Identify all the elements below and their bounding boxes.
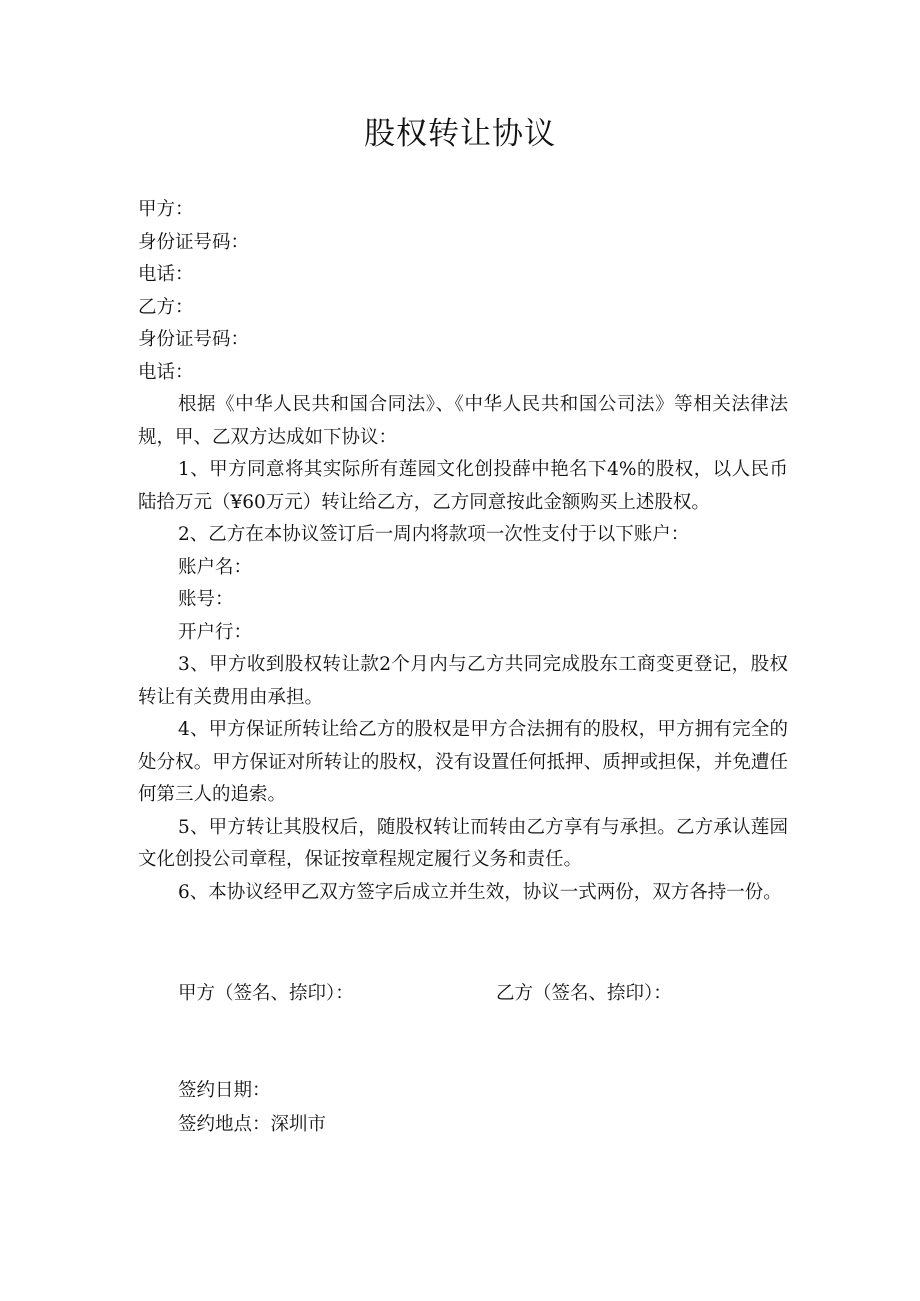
intro-paragraph: 根据《中华人民共和国合同法》、《中华人民共和国公司法》等相关法律法规，甲、乙双方达成如下协议： [138, 394, 788, 448]
party-a-signature-label: 甲方（签名、捺印）： [178, 983, 354, 1004]
party-a-phone-field: 电话： [138, 264, 194, 285]
account-number-field: 账号： [178, 589, 234, 610]
party-a-id-field: 身份证号码： [138, 231, 250, 253]
sign-place-label: 签约地点：深圳市 [178, 1114, 327, 1135]
document-body [138, 194, 788, 909]
party-b-signature-label: 乙方（签名、捺印）： [496, 983, 672, 1004]
sign-date-label: 签约日期： [178, 1080, 271, 1101]
party-b-id-field: 身份证号码： [138, 329, 250, 350]
clause-4: 4、甲方保证所转让给乙方的股权是甲方合法拥有的股权，甲方拥有完全的处分权。甲方保证对所转让的股权，没有设置任何抵押、质押或担保，并免遭任何第三人的追索。 [138, 719, 788, 805]
clause-2: 2、乙方在本协议签订后一周内将款项一次性支付于以下账户： [178, 524, 690, 545]
party-b-phone-field: 电话： [138, 361, 194, 383]
party-b-field: 乙方： [138, 296, 194, 318]
clause-1: 1、甲方同意将其实际所有莲园文化创投薛中艳名下4%的股权，以人民币陆拾万元（¥60万元）转让给乙方，乙方同意按此金额购买上述股权。 [138, 459, 788, 513]
clause-5: 5、甲方转让其股权后，随股权转让而转由乙方享有与承担。乙方承认莲园文化创投公司章程，保证按章程规定履行义务和责任。 [138, 816, 788, 870]
clause-6: 6、本协议经甲乙双方签字后成立并生效，协议一式两份，双方各持一份。 [178, 881, 782, 903]
bank-field: 开户行： [178, 621, 253, 643]
signing-info [178, 1074, 326, 1142]
party-a-field: 甲方： [138, 199, 194, 220]
document-title: 股权转让协议 [364, 116, 556, 152]
account-name-field: 账户名： [178, 556, 253, 578]
clause-3: 3、甲方收到股权转让款2个月内与乙方共同完成股东工商变更登记，股权转让有关费用由承担。 [138, 654, 788, 708]
